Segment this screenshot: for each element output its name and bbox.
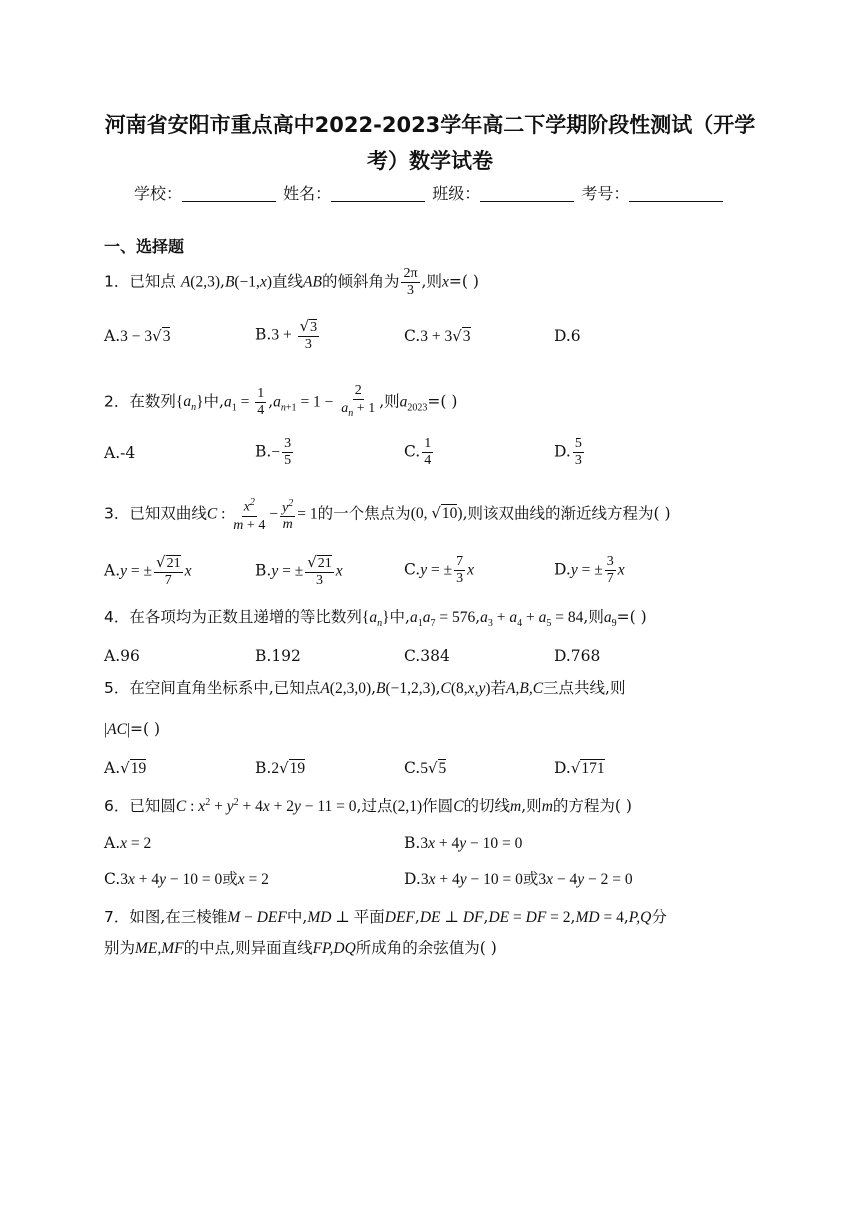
class-label: 班级：	[432, 184, 481, 203]
student-info-row	[134, 181, 725, 204]
q6-option-b[interactable]: B.3x + 4y − 10 = 0	[404, 834, 523, 852]
q5-option-d[interactable]: D.√171	[554, 759, 605, 777]
question-3: 3．已知双曲线C : $\frac{x^2}{m + 4}$ − $\frac{y^2}{m}$ = 1的一个焦点为(0, √10),则该双曲线的渐近线方程为( )	[104, 497, 671, 533]
section-heading: 一、选择题	[104, 237, 185, 256]
q2-option-b[interactable]: B.− $\frac{3}{5}$	[255, 436, 292, 468]
question-5-line2: |AC|=( )	[104, 720, 161, 738]
q6-option-c[interactable]: C.3x + 4y − 10 = 0或x = 2	[104, 870, 269, 888]
question-7-line2: 别为ME,MF的中点,则异面直线FP,DQ所成角的余弦值为( )	[104, 939, 497, 957]
q3-option-c[interactable]: C.y = ± $\frac{7}{3}$ x	[404, 554, 475, 586]
q2-option-d[interactable]: D. $\frac{5}{3}$	[554, 436, 582, 468]
school-label: 学校：	[134, 184, 183, 203]
exam-number-blank[interactable]	[629, 185, 723, 202]
q5-option-b[interactable]: B.2√19	[255, 759, 306, 777]
question-7: 7．如图,在三棱锥M − DEF中,MD ⊥ 平面DEF,DE ⊥ DF,DE = DF = 2,MD = 4,P,Q分	[104, 908, 667, 926]
exam-title-line1: 河南省安阳市重点高中2022-2023学年高二下学期阶段性测试（开学	[104, 113, 756, 137]
q4-option-c[interactable]: C.384	[404, 647, 450, 665]
q5-option-c[interactable]: C.5√5	[404, 759, 447, 777]
school-blank[interactable]	[182, 185, 276, 202]
question-6: 6．已知圆C : $x^2 + y^2 + 4x + 2y - 11 = 0$,过点(2,1)作圆C的切线m,则m的方程为( )	[104, 797, 632, 816]
question-2: 2．在数列$\{a_n\}$中$,a_1$ = $\frac{1}{4}$ $,a_{n+1} = 1$ − $\frac{2}{a_n + 1}$ ,则$a_{2023}=$( )	[104, 383, 458, 419]
q4-option-b[interactable]: B.192	[255, 647, 301, 665]
q4-option-a[interactable]: A.96	[104, 647, 140, 665]
name-blank[interactable]	[331, 185, 425, 202]
q2-option-a[interactable]: A.-4	[104, 444, 136, 462]
q3-option-d[interactable]: D.y = ± $\frac{3}{7}$ x	[554, 554, 625, 586]
q1-option-a[interactable]: A.3 − 3√3	[104, 327, 171, 345]
question-4: 4．在各项均为正数且递增的等比数列$\{a_n\}$中$,a_1a_7 = 576,a_3 + a_4 + a_5 = 84$,则$a_9=$( )	[104, 608, 647, 630]
q1-option-b[interactable]: B.3 + $\frac{√3}{3}$	[255, 317, 318, 352]
q5-option-a[interactable]: A.√19	[104, 759, 147, 777]
question-5: 5．在空间直角坐标系中,已知点A(2,3,0),B(−1,2,3),C(8,x,y)若A,B,C三点共线,则	[104, 679, 626, 697]
exam-title-line2: 考）数学试卷	[367, 149, 493, 173]
name-label: 姓名：	[283, 184, 332, 203]
q3-option-a[interactable]: A.y = ± $\frac{√21}{7}$ x	[104, 553, 192, 588]
question-1: 1．已知点 A(2,3),B(−1,x)直线AB的倾斜角为 $\frac{2\pi}{3}$ ,则x=( )	[104, 266, 479, 298]
q1-option-c[interactable]: C.3 + 3√3	[404, 327, 471, 345]
exam-number-label: 考号：	[581, 184, 630, 203]
q6-option-d[interactable]: D.3x + 4y − 10 = 0或3x − 4y − 2 = 0	[404, 870, 633, 888]
q1-option-d[interactable]: D.6	[554, 327, 581, 345]
q4-option-d[interactable]: D.768	[554, 647, 601, 665]
q2-option-c[interactable]: C. $\frac{1}{4}$	[404, 436, 432, 468]
q6-option-a[interactable]: A.x = 2	[104, 834, 152, 852]
q3-option-b[interactable]: B.y = ± $\frac{√21}{3}$ x	[255, 553, 343, 588]
class-blank[interactable]	[480, 185, 574, 202]
